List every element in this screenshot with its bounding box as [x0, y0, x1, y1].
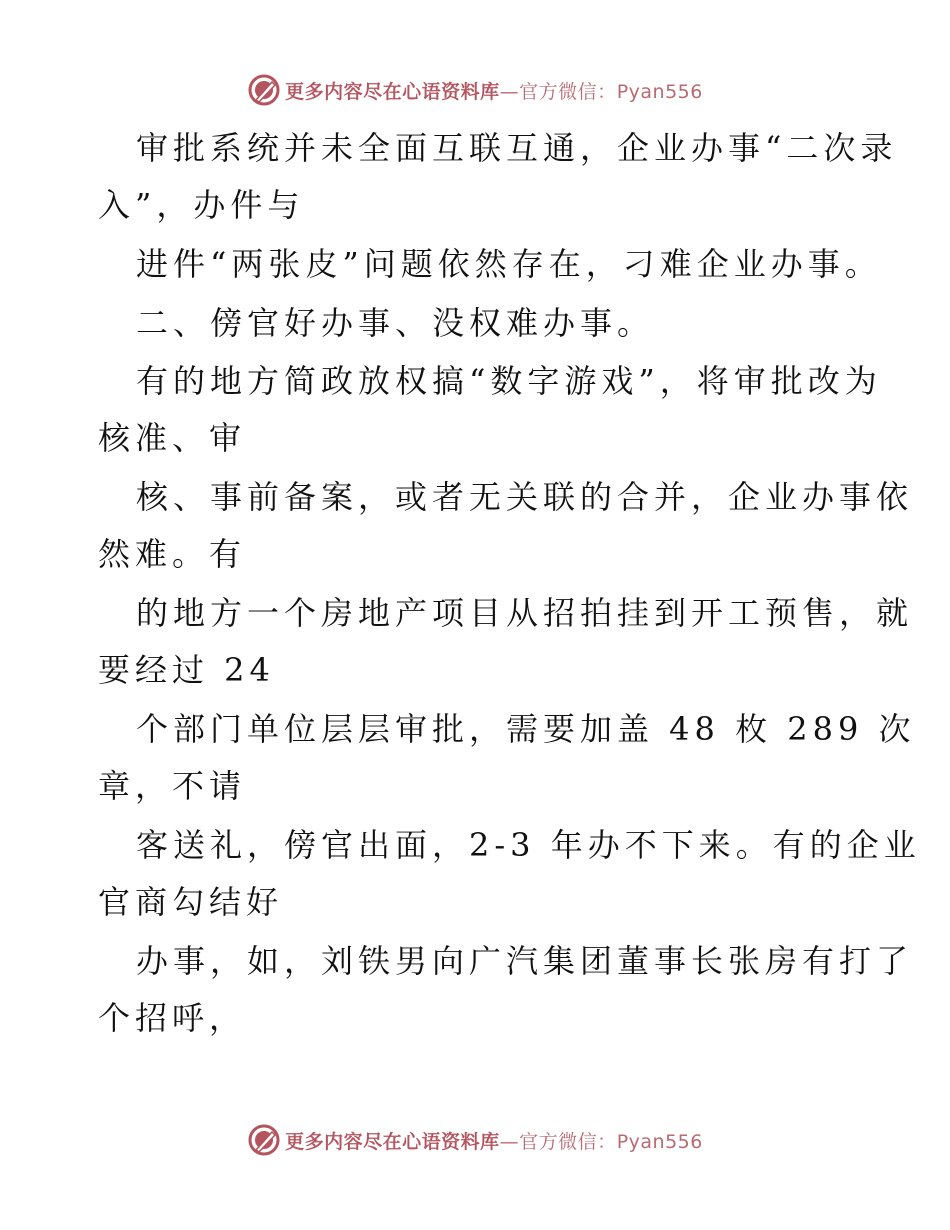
footer-banner	[0, 1120, 950, 1160]
text-line: 要经过 24	[98, 651, 275, 689]
banner-wechat-label: 官方微信：	[519, 80, 617, 103]
text-line: 办事，如，刘铁男向广汽集团董事长张房有打了	[136, 942, 914, 980]
text-line: 然难。有	[98, 535, 247, 573]
banner-text	[285, 77, 703, 104]
banner-main-text: 更多内容尽在心语资料库	[285, 1130, 500, 1153]
text-line: 的地方一个房地产项目从招拍挂到开工预售，就	[136, 594, 914, 632]
text-line: 客送礼，傍官出面，2-3 年办不下来。有的企业	[136, 826, 921, 864]
banner-wechat-id: Pyan556	[616, 80, 703, 103]
banner-main-text: 更多内容尽在心语资料库	[285, 80, 500, 103]
text-line: 核、事前备案，或者无关联的合并，企业办事依	[136, 478, 914, 516]
header-banner	[0, 70, 950, 110]
text-line: 个招呼，	[98, 999, 247, 1037]
banner-wechat-id: Pyan556	[616, 1130, 703, 1153]
text-line: 官商勾结好	[98, 883, 284, 921]
banner-wechat-label: 官方微信：	[519, 1130, 617, 1153]
text-line: 章，不请	[98, 767, 247, 805]
banner-text	[285, 1127, 703, 1154]
pen-circle-icon	[247, 1123, 281, 1157]
text-line: 个部门单位层层审批，需要加盖 48 枚 289 次	[136, 710, 916, 748]
text-line: 核准、审	[98, 419, 247, 457]
pen-circle-icon	[247, 73, 281, 107]
banner-dash: —	[499, 1130, 520, 1153]
text-line: 进件“两张皮”问题依然存在，刁难企业办事。	[136, 245, 882, 283]
banner-dash: —	[499, 80, 520, 103]
text-line: 入”，办件与	[98, 186, 305, 224]
text-line: 审批系统并未全面互联互通，企业办事“二次录	[136, 129, 898, 167]
text-line: 二、傍官好办事、没权难办事。	[136, 304, 655, 342]
text-line: 有的地方简政放权搞“数字游戏”，将审批改为	[136, 362, 882, 400]
